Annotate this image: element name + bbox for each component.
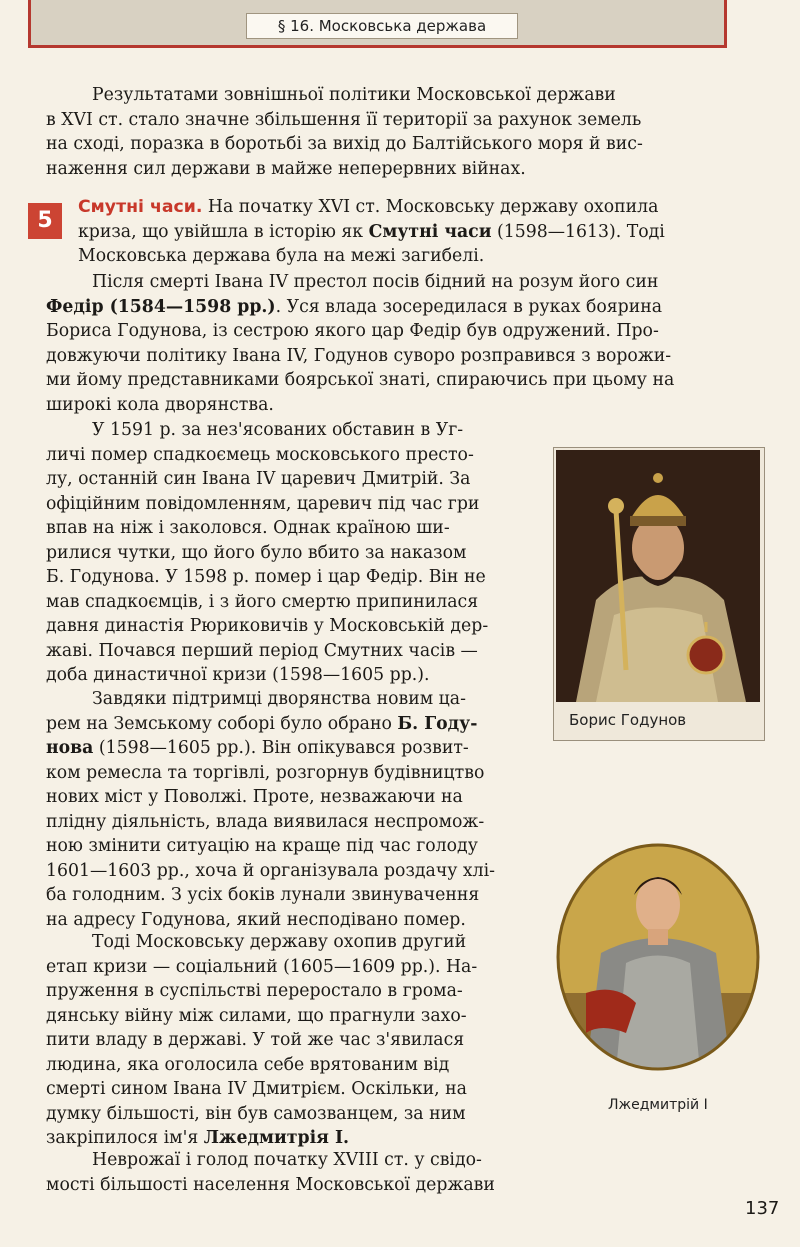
- text-line: довжуючи політику Івана IV, Годунов суворо розправився з ворожи-: [46, 345, 672, 366]
- caption-false-dmitry: Лжедмитрій І: [608, 1097, 708, 1113]
- text-line: Тоді Московську державу охопив другий: [92, 932, 467, 952]
- term-fedor: Федір (1584—1598 рр.): [46, 296, 276, 317]
- text-line: доба династичної кризи (1598—1605 рр.).: [46, 665, 430, 685]
- text-line: на адресу Годунова, який несподівано помер.: [46, 909, 466, 930]
- figure-boris-godunov: [553, 447, 765, 741]
- text-line: широкі кола дворянства.: [46, 394, 274, 415]
- text-line: плідну діяльність, влада виявилася неспромож-: [46, 811, 485, 832]
- section-intro: [78, 195, 718, 269]
- text-run: закріпилося ім'я: [46, 1128, 204, 1148]
- text-line: нових міст у Поволжі. Проте, незважаючи на: [46, 787, 463, 807]
- text-line: Результатами зовнішньої політики Московської держави: [92, 85, 616, 105]
- text-line: ком ремесла та торгівлі, розгорнув будівництво: [46, 762, 485, 783]
- paragraph-dmitry: [46, 418, 518, 688]
- text-line: ми йому представниками боярської знаті, спираючись при цьому на: [46, 370, 675, 390]
- text-line: ба голодним. З усіх боків лунали звинувачення: [46, 885, 480, 905]
- text-line: наження сил держави в майже неперервних війнах.: [46, 158, 526, 179]
- term-false-dmitry: Лжедмитрія І.: [203, 1128, 350, 1148]
- text-line: У 1591 р. за нез'ясованих обставин в Уг-: [92, 420, 464, 440]
- caption-boris-godunov: Борис Годунов: [569, 711, 687, 729]
- chapter-header-band: [28, 0, 727, 48]
- text-line: дянську війну між силами, що прагнули захо-: [46, 1005, 467, 1026]
- section-title: Смутні часи.: [78, 197, 203, 217]
- text-line: Московська держава була на межі загибелі.: [78, 246, 485, 266]
- text-run: (1598—1605 рр.). Він опікувався розвит-: [93, 738, 469, 758]
- text-line: мав спадкоємців, і з його смертю припинилася: [46, 591, 479, 612]
- text-line: Бориса Годунова, із сестрою якого цар Федір був одружений. Про-: [46, 321, 659, 341]
- boris-godunov-portrait: [556, 450, 760, 702]
- paragraph-famine: [46, 1148, 518, 1197]
- text-line: лу, останній син Івана IV царевич Дмитрій. За: [46, 469, 471, 489]
- text-line: людина, яка оголосила себе врятованим від: [46, 1054, 450, 1075]
- text-run: рем на Земському соборі було обрано: [46, 713, 398, 734]
- false-dmitry-portrait: [556, 843, 760, 1071]
- text-line: Після смерті Івана IV престол посів бідний на розум його син: [92, 272, 659, 292]
- section-header: § 16. Московська держава: [246, 13, 518, 39]
- paragraph-foreign-policy: [46, 83, 716, 181]
- text-line: мості більшості населення Московської держави: [46, 1174, 495, 1195]
- text-line: личі помер спадкоємець московського престо-: [46, 444, 474, 465]
- text-line: рилися чутки, що його було вбито за наказом: [46, 542, 467, 563]
- term-godunov: Б. Году-: [397, 713, 478, 734]
- text-line: ною змінити ситуацію на краще під час голоду: [46, 836, 478, 856]
- text-line: пруження в суспільстві переростало в грома-: [46, 981, 463, 1001]
- page-number: 137: [745, 1198, 780, 1219]
- text-line: давня династія Рюриковичів у Московській дер-: [46, 616, 489, 636]
- text-line: смерті сином Івана IV Дмитрієм. Оскільки, на: [46, 1079, 467, 1099]
- text-line: 1601—1603 рр., хоча й організувала роздачу хлі-: [46, 860, 496, 881]
- text-line: пити владу в державі. У той же час з'явилася: [46, 1030, 465, 1050]
- text-line: Неврожаї і голод початку XVIII ст. у свідо-: [92, 1150, 482, 1170]
- paragraph-fedor: [46, 270, 718, 417]
- text-line: впав на ніж і заколовся. Однак країною ши-: [46, 518, 450, 538]
- text-line: на сході, поразка в боротьбі за вихід до Балтійського моря й вис-: [46, 134, 643, 154]
- text-line: Завдяки підтримці дворянства новим ца-: [92, 689, 466, 709]
- text-run: криза, що увійшла в історію як: [78, 221, 369, 242]
- paragraph-second-stage: [46, 930, 518, 1151]
- text-line: офіційним повідомленням, царевич під час гри: [46, 493, 480, 514]
- term-godunov: нова: [46, 738, 94, 758]
- section-number-badge: 5: [28, 203, 62, 239]
- text-line: думку більшості, він був самозванцем, за ним: [46, 1103, 466, 1124]
- text-run: . Уся влада зосередилася в руках боярина: [275, 296, 663, 317]
- term-smuta: Смутні часи: [368, 221, 492, 242]
- text-line: етап кризи — соціальний (1605—1609 рр.). На-: [46, 956, 478, 977]
- text-line: в XVI ст. стало значне збільшення її території за рахунок земель: [46, 109, 642, 130]
- text-line: Б. Годунова. У 1598 р. помер і цар Федір. Він не: [46, 567, 486, 587]
- text-line: жаві. Почався перший період Смутних часів —: [46, 640, 478, 661]
- paragraph-godunov-reign: [46, 687, 518, 932]
- text-run: На початку XVI ст. Московську державу охопила: [202, 197, 659, 217]
- text-run: (1598—1613). Тоді: [491, 221, 665, 242]
